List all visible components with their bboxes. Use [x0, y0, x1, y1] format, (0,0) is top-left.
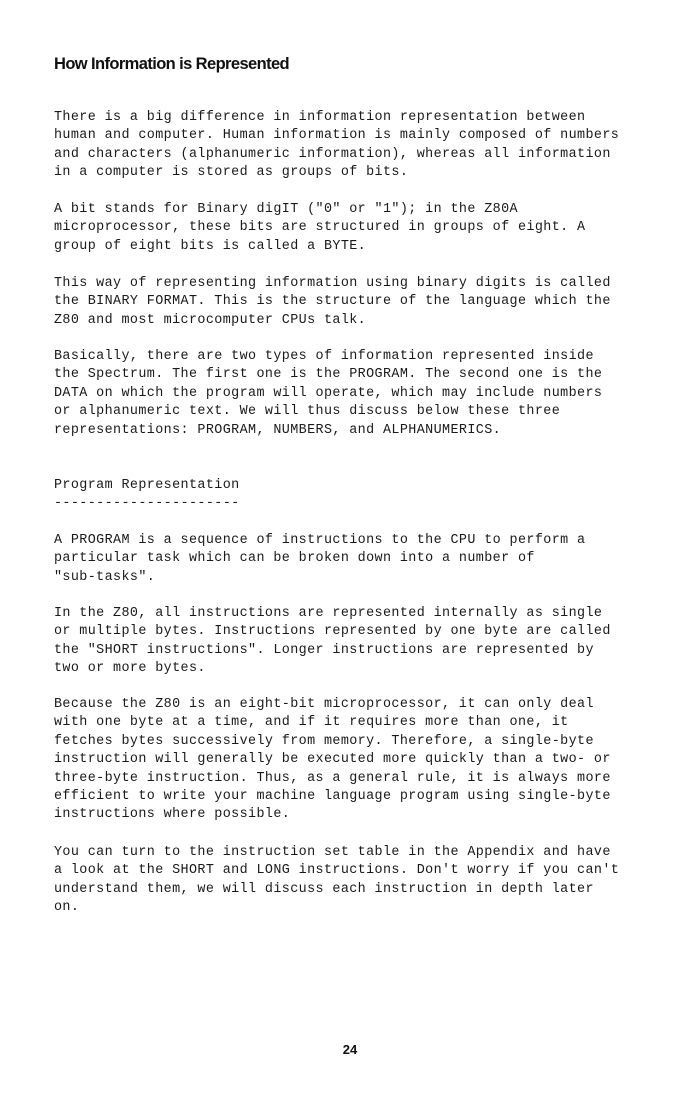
paragraph-eight-bit: Because the Z80 is an eight-bit microprocessor, it can only deal with one byte at a time, and if it requires more than one, it fetches bytes successively from memory. Therefore, a single-byte instruction will generally be executed more quickly than a two- or three-byte instruction. Thus, as a general rule, it is always more efficient to write your machine language program using single-byte instructions where possible. [54, 697, 611, 823]
paragraph-information-types: Basically, there are two types of information represented inside the Spectrum. The first one is the PROGRAM. The second one is the DATA on which the program will operate, which may include numbers or alphanumeric text. We will thus discuss below these three representations: PROGRAM, NUMBERS, and ALPHANUMERICS. [54, 349, 603, 438]
paragraph-program-definition: A PROGRAM is a sequence of instructions to the CPU to perform a particular task which can be broken down into a number of "sub-tasks". [54, 533, 586, 585]
section-title: Program Representation [54, 478, 240, 493]
paragraph-intro: There is a big difference in information representation between human and computer. Human information is mainly composed of numbers and characters (alphanumeric information), whereas all information in a computer is stored as groups of bits. [54, 110, 620, 181]
page-number: 24 [342, 1042, 358, 1057]
paragraph-z80-instructions: In the Z80, all instructions are represented internally as single or multiple bytes. Instructions represented by one byte are called the "SHORT instructions". Longer instructions are represented by two or more bytes. [54, 606, 611, 677]
paragraph-binary-format: This way of representing information using binary digits is called the BINARY FORMAT. This is the structure of the language which the Z80 and most microcomputer CPUs talk. [54, 276, 611, 328]
page-heading: How Information is Represented [54, 55, 290, 73]
section-title-underline: ---------------------- [54, 496, 240, 511]
paragraph-bit-definition: A bit stands for Binary digIT ("0" or "1"); in the Z80A microprocessor, these bits are structured in groups of eight. A group of eight bits is called a BYTE. [54, 202, 586, 254]
paragraph-appendix: You can turn to the instruction set table in the Appendix and have a look at the SHORT and LONG instructions. Don't worry if you can't understand them, we will discuss each instruction in depth later on. [54, 845, 620, 916]
